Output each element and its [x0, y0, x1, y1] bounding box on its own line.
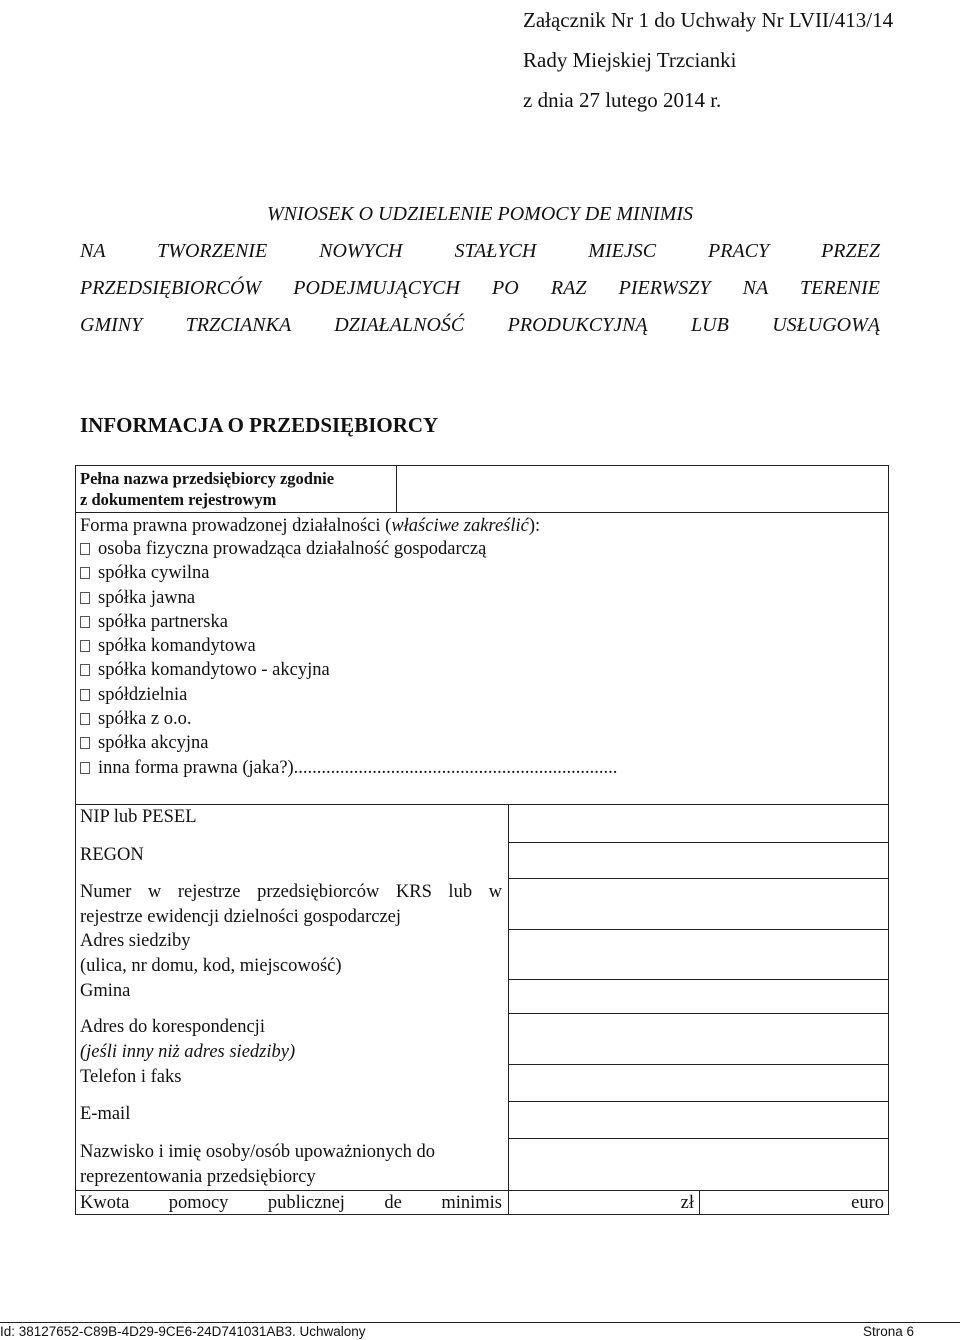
gmina-label: Gmina [80, 981, 131, 1001]
title-line-3: PRZEDSIĘBIORCÓW PODEJMUJĄCYCH PO RAZ PIERWSZY NA TERENIE [80, 277, 880, 299]
regon-field[interactable] [509, 843, 888, 878]
title-line-4: GMINY TRZCIANKA DZIAŁALNOŚĆ PRODUKCYJNĄ LUB USŁUGOWĄ [80, 314, 880, 336]
checkbox-icon[interactable] [80, 567, 90, 579]
title-line-2: NA TWORZENIE NOWYCH STAŁYCH MIEJSC PRACY PRZEZ [80, 240, 880, 262]
attachment-header [523, 0, 893, 120]
currency-eur-label: euro [851, 1193, 884, 1213]
legal-form-option[interactable]: spółka komandytowo - akcyjna [80, 658, 617, 682]
legal-form-option[interactable]: spółka jawna [80, 586, 617, 610]
gmina-field[interactable] [509, 980, 888, 1013]
title-line-1: WNIOSEK O UDZIELENIE POMOCY DE MINIMIS [266, 203, 694, 225]
page-footer [0, 1322, 960, 1340]
email-label: E-mail [80, 1104, 131, 1124]
legal-form-option[interactable]: spółdzielnia [80, 683, 617, 707]
legal-form-label: Forma prawna prowadzonej działalności (właściwe zakreślić): [80, 516, 541, 536]
checkbox-icon[interactable] [80, 689, 90, 701]
attachment-line-3: z dnia 27 lutego 2014 r. [523, 88, 722, 112]
correspondence-field[interactable] [509, 1014, 888, 1064]
phone-field[interactable] [509, 1065, 888, 1101]
full-name-label: Pełna nazwa przedsiębiorcy zgodnie z dokumentem rejestrowym [80, 469, 335, 509]
legal-form-option[interactable]: spółka akcyjna [80, 731, 617, 755]
legal-form-option[interactable]: spółka cywilna [80, 561, 617, 585]
attachment-line-2: Rady Miejskiej Trzcianki [523, 48, 737, 72]
attachment-line-1: Załącznik Nr 1 do Uchwały Nr LVII/413/14 [523, 8, 894, 32]
checkbox-icon[interactable] [80, 664, 90, 676]
legal-form-option[interactable]: osoba fizyczna prowadząca działalność gospodarczą [80, 537, 617, 561]
checkbox-icon[interactable] [80, 543, 90, 555]
checkbox-icon[interactable] [80, 737, 90, 749]
full-name-field[interactable] [397, 466, 888, 512]
section-title: INFORMACJA O PRZEDSIĘBIORCY [80, 413, 439, 437]
regon-label: REGON [80, 845, 144, 865]
application-title [80, 200, 880, 348]
representatives-field[interactable] [509, 1139, 888, 1190]
legal-form-option[interactable]: spółka z o.o. [80, 707, 617, 731]
checkbox-icon[interactable] [80, 616, 90, 628]
legal-form-option[interactable]: spółka partnerska [80, 610, 617, 634]
krs-label: Numer w rejestrze przedsiębiorców KRS lub w rejestrze ewidencji dzielności gospodarczej [80, 882, 502, 927]
legal-form-option[interactable]: spółka komandytowa [80, 634, 617, 658]
correspondence-label: Adres do korespondencji (jeśli inny niż adres siedziby) [80, 1017, 296, 1062]
address-label: Adres siedziby (ulica, nr domu, kod, miejscowość) [80, 931, 342, 976]
checkbox-icon[interactable] [80, 762, 90, 774]
address-field[interactable] [509, 930, 888, 979]
nip-field[interactable] [509, 805, 888, 842]
checkbox-icon[interactable] [80, 713, 90, 725]
document-id: Id: 38127652-C89B-4D29-9CE6-24D741031AB3. Uchwalony [0, 1324, 366, 1339]
krs-field[interactable] [509, 879, 888, 929]
legal-form-option[interactable]: inna forma prawna (jaka?)...................................................................... [80, 756, 617, 780]
representatives-label: Nazwisko i imię osoby/osób upoważnionych do reprezentowania przedsiębiorcy [80, 1142, 436, 1187]
currency-pln-label: zł [680, 1193, 694, 1213]
legal-form-options [80, 537, 617, 780]
phone-label: Telefon i faks [80, 1067, 182, 1087]
nip-label: NIP lub PESEL [80, 807, 197, 827]
email-field[interactable] [509, 1102, 888, 1138]
page-number: Strona 6 [862, 1324, 914, 1339]
amount-label: Kwota pomocy publicznej de minimis [80, 1193, 502, 1213]
checkbox-icon[interactable] [80, 592, 90, 604]
checkbox-icon[interactable] [80, 640, 90, 652]
